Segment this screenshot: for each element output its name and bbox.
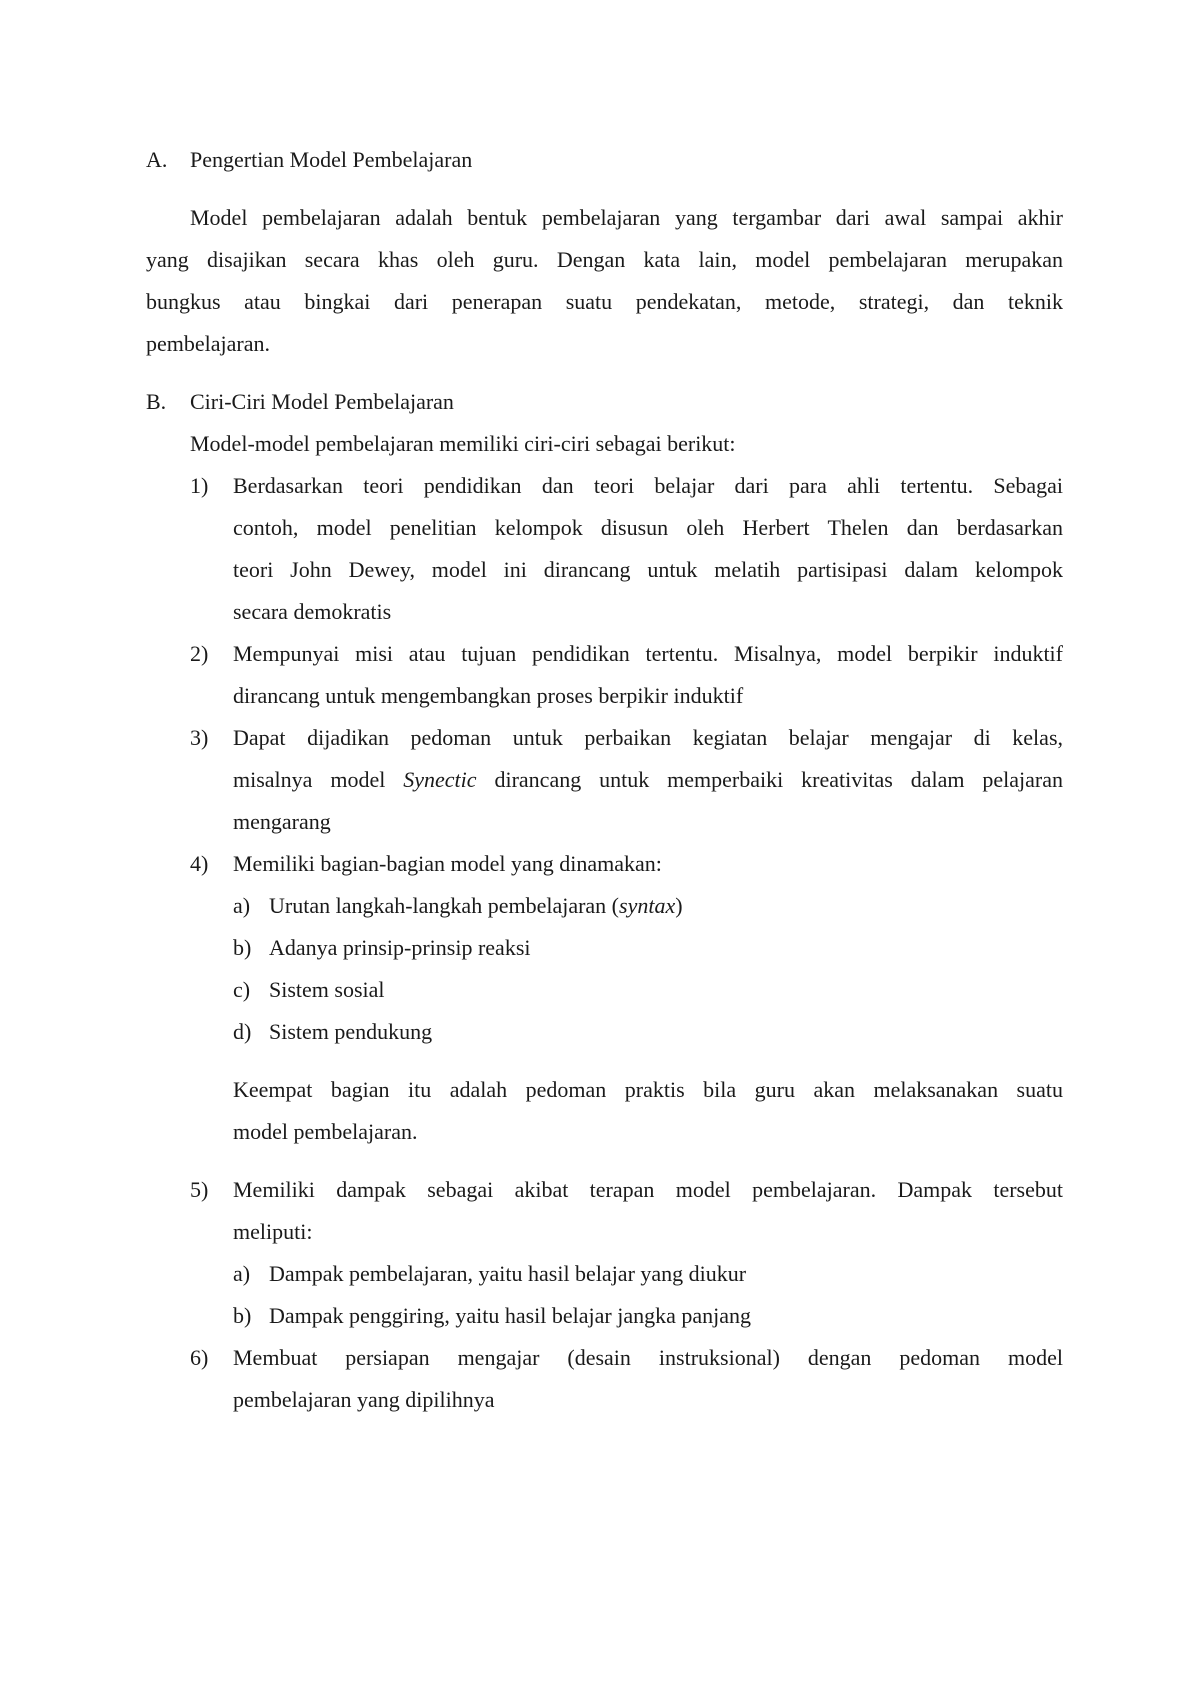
item-5-marker: 5) bbox=[190, 1177, 209, 1202]
section-a-paragraph-line-4: pembelajaran. bbox=[146, 331, 270, 356]
section-b-title: Ciri-Ciri Model Pembelajaran bbox=[190, 389, 454, 414]
section-a-paragraph-line-3: bungkus atau bingkai dari penerapan suatu pendekatan, metode, strategi, dan teknik bbox=[146, 289, 1063, 314]
item-2-line-2: dirancang untuk mengembangkan proses berpikir induktif bbox=[233, 683, 744, 708]
item-5-line-1: Memiliki dampak sebagai akibat terapan model pembelajaran. Dampak tersebut bbox=[233, 1177, 1063, 1202]
item-4d-text: Sistem pendukung bbox=[269, 1019, 433, 1044]
item-1-line-4: secara demokratis bbox=[233, 599, 392, 624]
item-6-line-2: pembelajaran yang dipilihnya bbox=[233, 1387, 495, 1412]
item-4-note-line-2: model pembelajaran. bbox=[233, 1119, 418, 1144]
item-4a-prefix: Urutan langkah-langkah pembelajaran ( bbox=[269, 893, 620, 918]
item-4c-marker: c) bbox=[233, 977, 251, 1002]
item-3-line-2-suffix: dirancang untuk memperbaiki kreativitas dalam pelajaran bbox=[476, 767, 1063, 792]
item-4b-text: Adanya prinsip-prinsip reaksi bbox=[269, 935, 531, 960]
item-5b-text: Dampak penggiring, yaitu hasil belajar jangka panjang bbox=[269, 1303, 752, 1328]
item-3-marker: 3) bbox=[190, 725, 209, 750]
section-a-paragraph-line-2: yang disajikan secara khas oleh guru. Dengan kata lain, model pembelajaran merupakan bbox=[146, 247, 1063, 272]
item-3-line-2-prefix: misalnya model bbox=[233, 767, 404, 792]
item-5b-marker: b) bbox=[233, 1303, 252, 1328]
item-1-line-1: Berdasarkan teori pendidikan dan teori belajar dari para ahli tertentu. Sebagai bbox=[233, 473, 1063, 498]
item-1-marker: 1) bbox=[190, 473, 209, 498]
item-3-synectic-term: Synectic bbox=[403, 767, 477, 792]
item-4b-marker: b) bbox=[233, 935, 252, 960]
section-a-paragraph-line-1: Model pembelajaran adalah bentuk pembelajaran yang tergambar dari awal sampai akhir bbox=[190, 205, 1063, 230]
item-4a-marker: a) bbox=[233, 893, 251, 918]
item-4c-text: Sistem sosial bbox=[269, 977, 385, 1002]
section-b-marker: B. bbox=[146, 389, 167, 414]
item-1-line-3: teori John Dewey, model ini dirancang untuk melatih partisipasi dalam kelompok bbox=[233, 557, 1063, 582]
item-2-line-1: Mempunyai misi atau tujuan pendidikan tertentu. Misalnya, model berpikir induktif bbox=[233, 641, 1063, 666]
item-5a-marker: a) bbox=[233, 1261, 251, 1286]
item-4-marker: 4) bbox=[190, 851, 209, 876]
item-6-marker: 6) bbox=[190, 1345, 209, 1370]
item-5-line-2: meliputi: bbox=[233, 1219, 313, 1244]
item-1-line-2: contoh, model penelitian kelompok disusun oleh Herbert Thelen dan berdasarkan bbox=[233, 515, 1063, 540]
item-2-marker: 2) bbox=[190, 641, 209, 666]
item-4-note-line-1: Keempat bagian itu adalah pedoman praktis bila guru akan melaksanakan suatu bbox=[233, 1077, 1063, 1102]
item-3-line-1: Dapat dijadikan pedoman untuk perbaikan kegiatan belajar mengajar di kelas, bbox=[233, 725, 1063, 750]
item-4a-suffix: ) bbox=[675, 893, 683, 918]
section-a-marker: A. bbox=[146, 147, 168, 172]
item-4a-syntax-term: syntax bbox=[619, 893, 676, 918]
item-4d-marker: d) bbox=[233, 1019, 252, 1044]
item-4-line-1: Memiliki bagian-bagian model yang dinamakan: bbox=[233, 851, 662, 876]
item-6-line-1: Membuat persiapan mengajar (desain instruksional) dengan pedoman model bbox=[233, 1345, 1063, 1370]
item-5a-text: Dampak pembelajaran, yaitu hasil belajar yang diukur bbox=[269, 1261, 747, 1286]
item-4a-text bbox=[269, 893, 683, 919]
item-3-line-2 bbox=[233, 767, 1063, 793]
item-3-line-3: mengarang bbox=[233, 809, 331, 834]
section-a-title: Pengertian Model Pembelajaran bbox=[190, 147, 473, 172]
section-b-intro: Model-model pembelajaran memiliki ciri-ciri sebagai berikut: bbox=[190, 431, 736, 456]
